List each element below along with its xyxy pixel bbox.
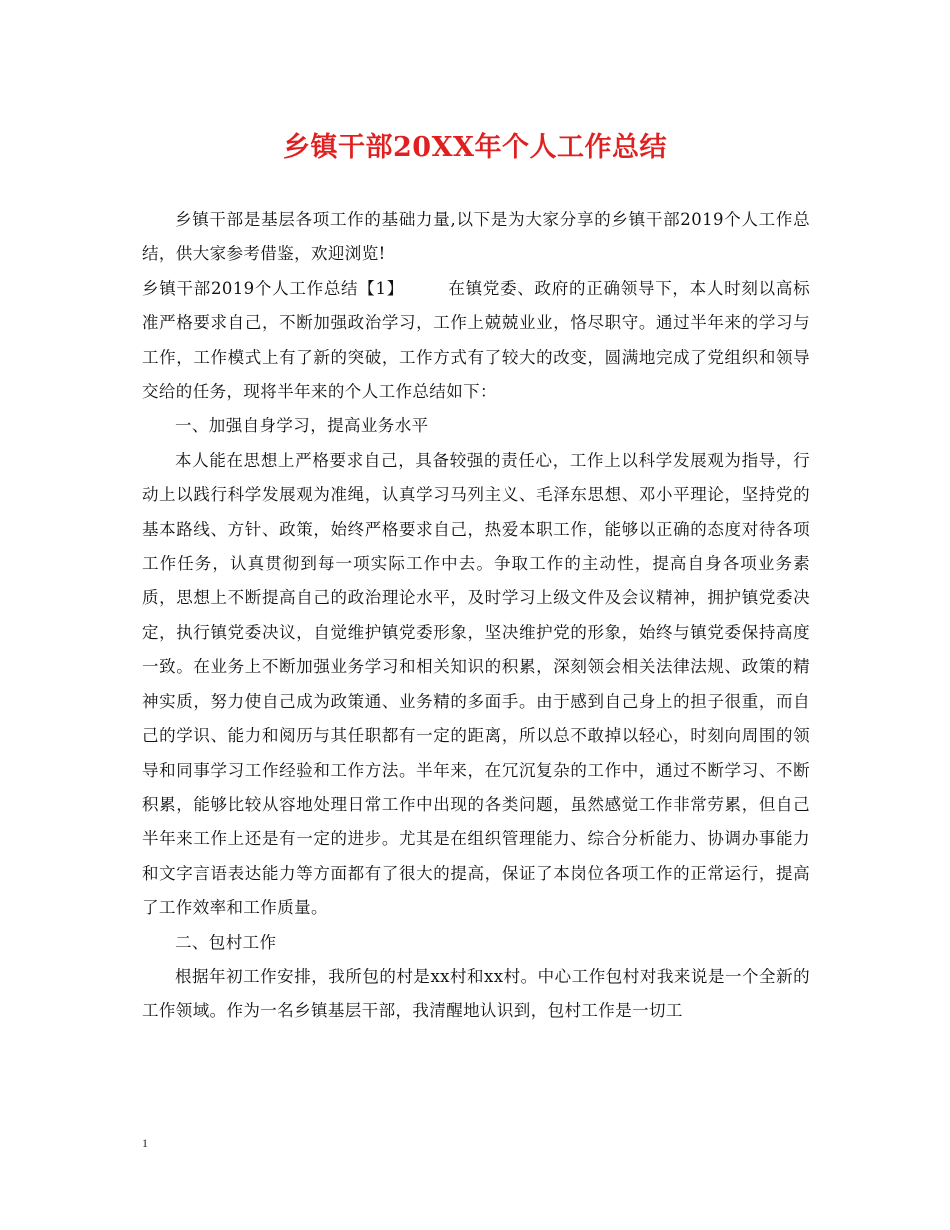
section-2-title: 二、包村工作: [175, 932, 277, 952]
summary-heading-label: 乡镇干部2019个人工作总结【1】: [142, 278, 405, 298]
section-2-body: 根据年初工作安排，我所包的村是xx村和xx村。中心工作包村对我来说是一个全新的工作领域。作为一名乡镇基层干部，我清醒地认识到，包村工作是一切工: [142, 966, 810, 1021]
summary-heading-paragraph: [142, 272, 810, 410]
intro-paragraph: 乡镇干部是基层各项工作的基础力量,以下是为大家分享的乡镇干部2019个人工作总结，供大家参考借鉴，欢迎浏览!: [142, 210, 810, 264]
section-1-title: 一、加强自身学习，提高业务水平: [175, 416, 429, 436]
page-number: 1: [142, 1136, 148, 1150]
section-1-body: 本人能在思想上严格要求自己，具备较强的责任心，工作上以科学发展观为指导，行动上以践行科学发展观为准绳，认真学习马列主义、毛泽东思想、邓小平理论，坚持党的基本路线、方针、政策，始终严格要求自己，热爱本职工作，能够以正确的态度对待各项工作任务，认真贯彻到每一项实际工作中去。争取工作的主动性，提高自身各项业务素质，思想上不断提高自己的政治理论水平，及时学习上级文件及会议精神，拥护镇党委决定，执行镇党委决议，自觉维护镇党委形象，坚决维护党的形象，始终与镇党委保持高度一致。在业务上不断加强业务学习和相关知识的积累，深刻领会相关法律法规、政策的精神实质，努力使自己成为政策通、业务精的多面手。由于感到自己身上的担子很重，而自己的学识、能力和阅历与其任职都有一定的距离，所以总不敢掉以轻心，时刻向周围的领导和同事学习工作经验和工作方法。半年来，在冗沉复杂的工作中，通过不断学习、不断积累，能够比较从容地处理日常工作中出现的各类问题，虽然感觉工作非常劳累，但自己半年来工作上还是有一定的进步。尤其是在组织管理能力、综合分析能力、协调办事能力和文字言语表达能力等方面都有了很大的提高，保证了本岗位各项工作的正常运行，提高了工作效率和工作质量。: [142, 450, 810, 918]
document-body: [142, 203, 810, 1029]
opening-text: 在镇党委、政府的正确领导下，本人时刻以高标准严格要求自己，不断加强政治学习，工作上兢兢业业，恪尽职守。通过半年来的学习与工作，工作模式上有了新的突破，工作方式有了较大的改变，圆满地完成了党组织和领导交给的任务，现将半年来的个人工作总结如下：: [142, 278, 810, 402]
document-title: 乡镇干部20XX年个人工作总结: [283, 132, 667, 163]
